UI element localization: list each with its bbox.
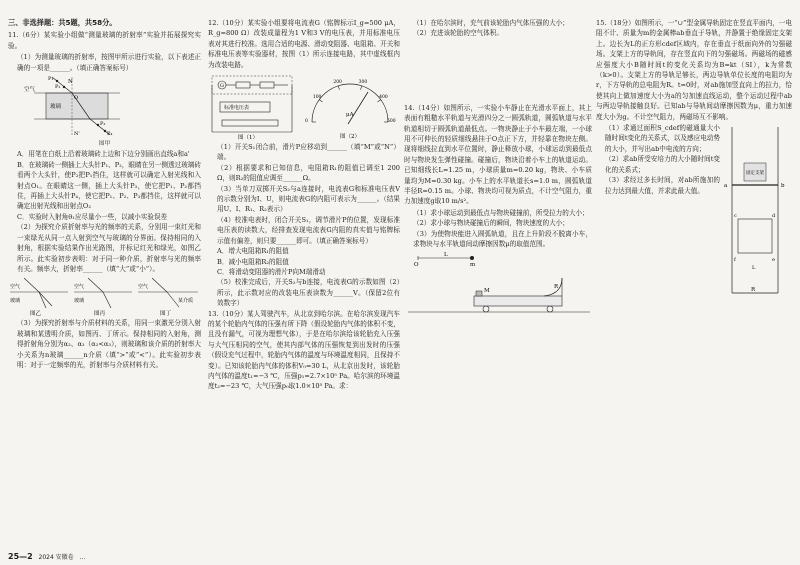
meter-tick bbox=[319, 100, 322, 102]
light-path-diagrams bbox=[8, 276, 201, 316]
fig-ding-caption: 图丁 bbox=[160, 311, 172, 317]
q14-part1: （1）求小球运动到最低点与物块碰撞前，所受拉力的大小； bbox=[413, 208, 589, 217]
label-r: R bbox=[751, 287, 756, 294]
figure-circuit-meter bbox=[208, 72, 400, 140]
label-c: c bbox=[734, 213, 737, 220]
q15-part3: （3）求经过多长时间，对ab所施加的拉力达到最大值，并求此最大值。 bbox=[605, 176, 720, 195]
q14-part2: （2）求小球与物块碰撞后的瞬间，物块速度的大小； bbox=[413, 219, 569, 228]
label-o: O bbox=[74, 95, 79, 102]
svg-text:G: G bbox=[220, 83, 224, 90]
column-4 bbox=[596, 18, 792, 303]
std-voltmeter-label: 标准电压表 bbox=[224, 105, 250, 112]
figure-jia bbox=[8, 75, 201, 137]
label-n: N bbox=[68, 79, 73, 86]
word-air-1: 空气 bbox=[10, 284, 21, 291]
label-r: R bbox=[554, 283, 559, 290]
q14-part3: （3）为使物块能进入圆弧轨道，且在上升阶段不脱离小车，求物块与水平轨道间动摩擦因数μ的取值范围。 bbox=[413, 229, 592, 249]
fig2-caption: 图（2） bbox=[340, 134, 360, 141]
meter-tick-label: 300 bbox=[358, 80, 368, 86]
q11-part2: （2）为探究介质折射率与光的频率的关系，分别用一束红光和一束绿光从同一点入射到空气与玻璃的分界面。保持相同的入射角，根据实验结果作出光路图，并标记红光和绿光，如图乙所示。此实验初步表明：对于同一种介质，折射率与光的频率有关。频率大，折射率______（填“大”或“小”）。 bbox=[17, 223, 201, 273]
circuit-and-meter bbox=[208, 72, 400, 140]
label-p2: P₂ bbox=[55, 84, 61, 91]
refraction-diagram bbox=[8, 75, 201, 137]
q11-option-a: A．用笔在白纸上沿着玻璃砖上边和下边分别画出直线a和a' bbox=[17, 150, 190, 159]
meter-tick bbox=[361, 86, 362, 90]
meter-tick-label: 100 bbox=[312, 94, 322, 100]
q11-part1: （1）为测量玻璃的折射率，按图甲所示进行实验，以下表述正确的一项是______。（填正确答案标号） bbox=[17, 53, 201, 72]
q12-part2: （2）根据要求和已知信息，电阻箱R₁的阻值已调至1 200 Ω，则R₂的阻值应调至______Ω。 bbox=[217, 163, 400, 183]
meter-tick bbox=[378, 100, 381, 102]
q15-part1: （1）求通过面积S_cdef的磁通量大小随时间t变化的关系式，以及感应电动势的大小，并写出ab中电流的方向； bbox=[605, 124, 720, 153]
label-p1: P₁ bbox=[48, 76, 54, 83]
q15-parts-row bbox=[596, 123, 792, 303]
diagram-ding bbox=[138, 278, 198, 316]
word-glass-1: 玻璃 bbox=[10, 298, 21, 305]
page-footer bbox=[8, 552, 85, 561]
footer-tag: … bbox=[79, 554, 86, 561]
q13-part2: （2）充进该轮胎的空气体积。 bbox=[413, 29, 503, 38]
label-d: d bbox=[772, 213, 776, 220]
label-mm: M bbox=[484, 287, 490, 294]
circuit-diagram bbox=[212, 76, 292, 140]
label-e: e bbox=[772, 257, 775, 264]
label-b: b bbox=[781, 183, 785, 190]
meter-tick bbox=[338, 86, 339, 90]
q15-stem: 15.（18分）如图所示，一“∪”型金属导轨固定在竖直平面内，一电阻不计、质量为m的金属棒ab垂直于导轨，并静置于绝缘固定支架上。边长为L的正方形cdef区域内，存在垂直于纸面向外的匀强磁场。支架上方的导轨间，存在竖直向下的匀强磁场。两磁场的磁感应强度大小B随时间t的变化关系均为B=kt（SI），k为常数（k>0）。支架上方的导轨足够长，两边导轨单位长度的电阻均为r，下方导轨的总电阻为R。t=0时，对ab施加竖直向上的拉力，恰使其向上做加速度大小为a的匀加速直线运动，整个运动过程中ab与两边导轨接触良好。已知ab与导轨间动摩擦因数为μ，重力加速度大小为g。不计空气阻力，两磁场互不影响。 bbox=[596, 19, 792, 121]
rail-diagram bbox=[720, 123, 790, 303]
q12-option-a: A．增大电阻箱R₁的阻值 bbox=[217, 247, 289, 256]
fig-yi-caption: 图乙 bbox=[30, 311, 42, 317]
q12-part5: （5）校准完成后，开关S₂与b连接，电流表G的示数如图（2）所示，此示数对应的改装电压表读数为______V。（保留2位有效数字） bbox=[217, 278, 400, 308]
word-air-2: 空气 bbox=[74, 284, 85, 291]
q12-option-b: B．减小电阻箱R₂的阻值 bbox=[217, 257, 289, 266]
q13-stem: 13.（10分）某人驾驶汽车，从北京到哈尔滨。在哈尔滨发现汽车的某个轮胎内气体的压强有所下降（假设轮胎内气体的体积不变，且没有漏气，可视为理想气体），于是在哈尔滨给该轮胎充入压强与大气压相同的空气，使其内部气体的压强恢复到出发时的压强（假设充气过程中，轮胎内气体的温度与环境温度相同，且保持不变）。已知该轮胎内气体的体积V₀=30 L，从北京出发时，该轮胎内气体的温度t₁=−3 ℃，压强p₁=2.7×10⁵ Pa。哈尔滨的环境温度t₂=−23 ℃，大气压强p₀取1.0×10⁵ Pa。求： bbox=[208, 309, 400, 391]
label-p4: P₄ bbox=[107, 131, 113, 138]
block bbox=[476, 291, 482, 296]
label-p3: P₃ bbox=[100, 121, 106, 128]
figure-cart bbox=[404, 252, 592, 322]
meter-tick-label: 400 bbox=[379, 94, 388, 100]
q11-option-b: B．在玻璃砖一侧插上大头针P₁、P₂，眼睛在另一侧透过玻璃砖看两个大头针，使P₂把P₁挡住，这样就可以确定入射光线和入射点O₁。在眼睛这一侧，插上大头针P₃，使它把P₁、P₂都挡住，再插上大头针P₄，使它把P₁、P₂、P₃都挡住，这样就可以确定出射光线和出射点O₂ bbox=[17, 160, 201, 211]
meter-unit: μA bbox=[346, 112, 354, 119]
q11-part3: （3）为探究折射率与介质材料的关系，用同一束激光分别入射玻璃和某透明介质，如图丙、丁所示。保持相同的入射角，测得折射角分别为α₂、α₃（α₂<α₃），则玻璃和该介质的折射率大小关系为n玻璃______n介质（填“>”或“<”）。此实验初步表明：对于一定频率的光，折射率与介质材料有关。 bbox=[17, 319, 201, 369]
q15-part2: （2）求ab所受安培力的大小随时间t变化的关系式； bbox=[605, 155, 720, 174]
support-label: 固定支架 bbox=[746, 171, 764, 177]
meter-needle bbox=[348, 92, 368, 124]
meter-tick-label: 0 bbox=[305, 119, 308, 125]
label-m: m bbox=[470, 261, 476, 268]
ball bbox=[470, 256, 474, 260]
label-f: f bbox=[734, 257, 736, 264]
label-np: N' bbox=[74, 131, 80, 138]
fig-jia-caption: 图甲 bbox=[98, 141, 111, 148]
column-1 bbox=[8, 18, 201, 370]
meter-tick-label: 200 bbox=[333, 80, 342, 86]
figure-yi-bing-ding bbox=[8, 276, 201, 316]
meter-dial bbox=[305, 79, 396, 140]
section-heading: 三、非选择题：共5题，共58分。 bbox=[8, 18, 117, 27]
column-3 bbox=[404, 18, 592, 324]
fig-bing-caption: 图丙 bbox=[94, 311, 106, 317]
meter-tick-label: 500 bbox=[387, 119, 396, 125]
q12-part1: （1）开关S₁闭合前，滑片P应移动到______（填“M”或“N”）端。 bbox=[217, 143, 400, 162]
q12-part4: （4）校准电表时，闭合开关S₁，调节滑片P的位置，发现标准电压表的读数大，经排查发现电流表G内阻的真实值与铭牌标示值有偏差，则只要______即可。（填正确答案标号） bbox=[217, 215, 400, 245]
word-medium: 某介质 bbox=[178, 298, 194, 305]
q12-part3: （3）当单刀双掷开关S₂与a连接时，电流表G和标准电压表V的示数分别为I、U，则电流表G的内阻可表示为______。（结果用U、I、R₁、R₂表示） bbox=[217, 184, 400, 214]
word-air-3: 空气 bbox=[138, 284, 149, 291]
q12-option-c: C．将滑动变阻器的滑片P向M端滑动 bbox=[217, 267, 326, 276]
q11-stem: 11.（6分）某实验小组做“测量玻璃的折射率”实验并拓展探究实验。 bbox=[8, 31, 201, 50]
q11-option-c: C．实验时入射角θ₁应尽量小一些，以减小实验误差 bbox=[17, 212, 168, 221]
diagram-bing bbox=[74, 278, 132, 316]
label-a: a bbox=[724, 183, 728, 190]
label-o: O bbox=[414, 261, 419, 268]
label-l: L bbox=[444, 251, 448, 258]
q13-part1: （1）在哈尔滨时，充气前该轮胎内气体压强的大小； bbox=[413, 19, 569, 27]
column-2 bbox=[208, 18, 400, 393]
cart-diagram bbox=[404, 252, 592, 322]
page-number: 25—2 bbox=[8, 552, 33, 561]
diagram-yi bbox=[10, 278, 68, 316]
q12-stem: 12.（10分）某实验小组要将电流表G（铭牌标示I_g=500 μA，R_g=800 Ω）改装成量程为1 V和3 V的电压表，并用标准电压表对其进行校准。选用合适的电源、滑动变阻器、电阻箱、开关和标准电压表等实验器材，按图（1）所示连接电路，其中虚线框内为改装电路。 bbox=[208, 19, 400, 69]
q14-stem: 14.（14分）如图所示，一实验小车静止在光滑水平面上，其上表面有粗糙水平轨道与光滑四分之一圆弧轨道，圆弧轨道与水平轨道相切于圆弧轨道最低点。一物块静止于小车最左端，一小球用不可伸长的轻质细线悬挂于O点正下方，并轻靠在物块左侧。现将细线拉直到水平位置时，静止释放小球，小球运动到最低点时与物块发生弹性碰撞。碰撞后，物块沿着小车上的轨道运动。已知细线长L=1.25 m，小球质量m=0.20 kg，物块、小车质量均为M=0.30 kg。小车上的水平轨道长s=1.0 m，圆弧轨道半径R=0.15 m。小球、物块均可视为质点，不计空气阻力，重力加速度g取10 m/s²。 bbox=[404, 103, 592, 206]
label-glass: 玻璃 bbox=[50, 104, 62, 111]
fig1-caption: 图（1） bbox=[238, 135, 258, 141]
word-glass-2: 玻璃 bbox=[74, 298, 85, 305]
label-air: 空气 bbox=[24, 87, 36, 94]
exam-year-label: 2024 安徽卷 bbox=[38, 554, 74, 561]
label-l: L bbox=[752, 265, 756, 272]
